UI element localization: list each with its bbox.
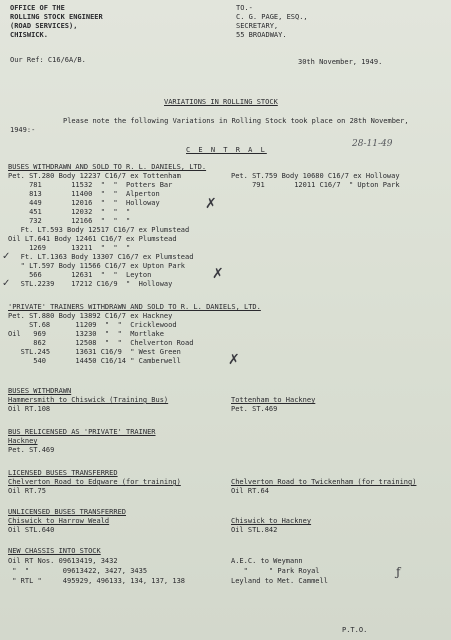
vehicle-code: Oil STL.842 bbox=[231, 526, 278, 534]
handwritten-mark-icon: ✗ bbox=[228, 352, 240, 368]
office-line: CHISWICK. bbox=[10, 31, 48, 39]
table-row: Oil LT.641 Body 12461 C16/7 ex Plumstead bbox=[8, 235, 177, 243]
section-central: C E N T R A L bbox=[186, 146, 267, 154]
buses-withdrawn-heading: BUSES WITHDRAWN bbox=[8, 387, 72, 395]
handwritten-tick-icon: ✓ bbox=[2, 251, 11, 262]
unlicensed-heading: UNLICENSED BUSES TRANSFERRED bbox=[8, 508, 127, 516]
table-row: A.E.C. to Weymann bbox=[231, 557, 303, 565]
handwritten-mark-icon: ƒ bbox=[396, 565, 401, 579]
intro-line: 1949:- bbox=[10, 126, 36, 134]
route-transfer: Hackney bbox=[8, 437, 38, 445]
table-row: 449 12016 " " Holloway bbox=[8, 199, 160, 207]
table-row: ST.68 11209 " " Cricklewood bbox=[8, 321, 177, 329]
table-row: Pet. ST.759 Body 10680 C16/7 ex Holloway bbox=[231, 172, 400, 180]
vehicle-code: Oil RT.64 bbox=[231, 487, 269, 495]
addressee-line: SECRETARY, bbox=[236, 22, 279, 30]
vehicle-code: Oil RT.75 bbox=[8, 487, 46, 495]
table-row: 540 14450 C16/14 " Camberwell bbox=[8, 357, 181, 365]
vehicle-code: Pet. ST.469 bbox=[8, 446, 55, 454]
office-line: ROLLING STOCK ENGINEER bbox=[10, 13, 103, 21]
route-transfer: Chiswick to Harrow Weald bbox=[8, 517, 110, 525]
office-line: (ROAD SERVICES), bbox=[10, 22, 78, 30]
licensed-heading: LICENSED BUSES TRANSFERRED bbox=[8, 469, 118, 477]
addressee-line: 55 BROADWAY. bbox=[236, 31, 287, 39]
addressee-line: C. G. PAGE, ESQ., bbox=[236, 13, 308, 21]
table-row: STL.245 13631 C16/9 " West Green bbox=[8, 348, 181, 356]
document-title: VARIATIONS IN ROLLING STOCK bbox=[164, 98, 278, 106]
office-line: OFFICE OF THE bbox=[10, 4, 65, 12]
vehicle-code: Oil RT.108 bbox=[8, 405, 51, 413]
route-transfer: Chiswick to Hackney bbox=[231, 517, 312, 525]
table-row: " LT.597 Body 11566 C16/7 ex Upton Park bbox=[8, 262, 186, 270]
handwritten-mark-icon: ✗ bbox=[205, 196, 217, 212]
intro-line: Please note the following Variations in Rolling Stock took place on 28th November, bbox=[63, 117, 409, 125]
table-row: 781 11532 " " Potters Bar bbox=[8, 181, 173, 189]
table-row: 732 12166 " " " bbox=[8, 217, 131, 225]
our-reference: Our Ref: C16/6A/B. bbox=[10, 56, 86, 64]
relicensed-heading: BUS RELICENSED AS 'PRIVATE' TRAINER bbox=[8, 428, 156, 436]
handwritten-mark-icon: ✗ bbox=[212, 266, 224, 282]
table-row: STL.2239 17212 C16/9 " Holloway bbox=[8, 280, 173, 288]
addressee-line: TO.- bbox=[236, 4, 253, 12]
table-row: 791 12011 C16/7 " Upton Park bbox=[231, 181, 400, 189]
table-row: 451 12032 " " " bbox=[8, 208, 131, 216]
buses-sold-heading: BUSES WITHDRAWN AND SOLD TO R. L. DANIELS, LTD. bbox=[8, 163, 207, 171]
table-row: Oil 969 13230 " " Mortlake bbox=[8, 330, 164, 338]
handwritten-tick-icon: ✓ bbox=[2, 278, 11, 289]
table-row: Pet. ST.880 Body 13892 C16/7 ex Hackney bbox=[8, 312, 173, 320]
table-row: " " Park Royal bbox=[231, 567, 320, 575]
route-transfer: Chelverton Road to Edgware (for training) bbox=[8, 478, 181, 486]
table-row: Oil RT Nos. 09613419, 3432 bbox=[8, 557, 118, 565]
please-turn-over: P.T.O. bbox=[342, 626, 368, 634]
route-transfer: Chelverton Road to Twickenham (for training) bbox=[231, 478, 417, 486]
table-row: " " 09613422, 3427, 3435 bbox=[8, 567, 148, 575]
table-row: 1269 13211 " " " bbox=[8, 244, 131, 252]
table-row: 566 12631 " " Leyton bbox=[8, 271, 152, 279]
route-transfer: Hammersmith to Chiswick (Training Bus) bbox=[8, 396, 169, 404]
vehicle-code: Oil STL.640 bbox=[8, 526, 55, 534]
handwritten-date: 28-11-49 bbox=[352, 139, 393, 149]
table-row: 862 12508 " " Chelverton Road bbox=[8, 339, 194, 347]
table-row: Ft. LT.593 Body 12517 C16/7 ex Plumstead bbox=[8, 226, 190, 234]
table-row: " RTL " 495929, 496133, 134, 137, 138 bbox=[8, 577, 186, 585]
table-row: Leyland to Met. Cammell bbox=[231, 577, 328, 585]
trainers-heading: 'PRIVATE' TRAINERS WITHDRAWN AND SOLD TO R. L. DANIELS, LTD. bbox=[8, 303, 261, 311]
table-row: 813 11400 " " Alperton bbox=[8, 190, 160, 198]
route-transfer: Tottenham to Hackney bbox=[231, 396, 316, 404]
vehicle-code: Pet. ST.469 bbox=[231, 405, 278, 413]
table-row: Pet. ST.280 Body 12237 C16/7 ex Tottenham bbox=[8, 172, 181, 180]
table-row: Ft. LT.1363 Body 13307 C16/7 ex Plumstead bbox=[8, 253, 194, 261]
letter-date: 30th November, 1949. bbox=[298, 58, 383, 66]
chassis-heading: NEW CHASSIS INTO STOCK bbox=[8, 547, 101, 555]
